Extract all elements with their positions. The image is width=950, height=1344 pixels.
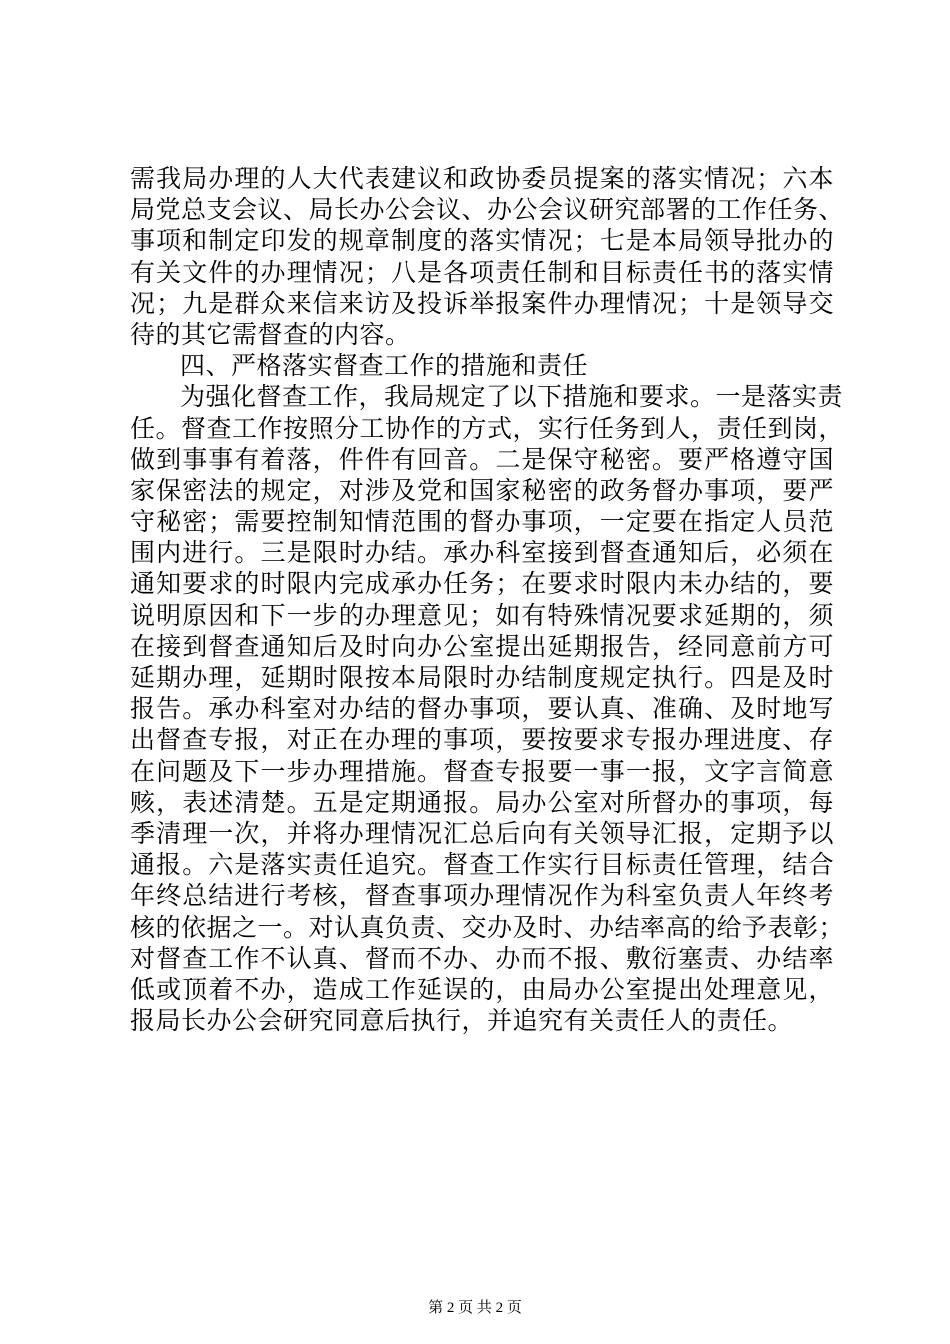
paragraph-line: 通知要求的时限内完成承办任务；在要求时限内未办结的，要 xyxy=(130,569,834,599)
paragraph-line: 低或顶着不办，造成工作延误的，由局办公室提出处理意见， xyxy=(130,974,834,1004)
paragraph-line: 延期办理，延期时限按本局限时办结制度规定执行。四是及时 xyxy=(130,663,834,692)
paragraph-line: 通报。六是落实责任追究。督查工作实行目标责任管理，结合 xyxy=(130,850,834,880)
paragraph-line: 局党总支会议、局长办公会议、办公会议研究部署的工作任务、 xyxy=(130,195,845,225)
paragraph-line: 年终总结进行考核，督查事项办理情况作为科室负责人年终考 xyxy=(130,881,834,911)
paragraph-line: 需我局办理的人大代表建议和政协委员提案的落实情况；六本 xyxy=(130,164,834,193)
section-heading: 四、严格落实督查工作的措施和责任 xyxy=(180,351,589,381)
paragraph-line: 做到事事有着落，件件有回音。二是保守秘密。要严格遵守国 xyxy=(130,444,834,474)
paragraph-line: 有关文件的办理情况；八是各项责任制和目标责任书的落实情 xyxy=(130,257,834,287)
paragraph-line: 守秘密；需要控制知情范围的督办事项，一定要在指定人员范 xyxy=(130,507,834,537)
paragraph-line: 任。督查工作按照分工协作的方式，实行任务到人，责任到岗， xyxy=(130,413,845,443)
paragraph-line: 家保密法的规定，对涉及党和国家秘密的政务督办事项，要严 xyxy=(130,475,834,505)
paragraph-line: 为强化督查工作，我局规定了以下措施和要求。一是落实责 xyxy=(180,382,844,412)
paragraph-line: 况；九是群众来信来访及投诉举报案件办理情况；十是领导交 xyxy=(130,288,834,318)
paragraph-line: 在问题及下一步办理措施。督查专报要一事一报，文字言简意 xyxy=(130,756,834,786)
paragraph-line: 围内进行。三是限时办结。承办科室接到督查通知后，必须在 xyxy=(130,538,834,568)
body-text xyxy=(130,163,845,1036)
paragraph-line: 说明原因和下一步的办理意见；如有特殊情况要求延期的，须 xyxy=(130,600,834,630)
paragraph-line: 报告。承办科室对办结的督办事项，要认真、准确、及时地写 xyxy=(130,694,834,724)
paragraph-line: 事项和制定印发的规章制度的落实情况；七是本局领导批办的 xyxy=(130,226,834,256)
paragraph-line: 待的其它需督查的内容。 xyxy=(130,319,411,349)
paragraph-line: 在接到督查通知后及时向办公室提出延期报告，经同意前方可 xyxy=(130,631,834,661)
page-footer: 第 2 页 共 2 页 xyxy=(428,1300,522,1316)
paragraph-line: 核的依据之一。对认真负责、交办及时、办结率高的给予表彰； xyxy=(130,912,845,942)
paragraph-line: 报局长办公会研究同意后执行，并追究有关责任人的责任。 xyxy=(130,1006,794,1036)
paragraph-line: 对督查工作不认真、督而不办、办而不报、敷衍塞责、办结率 xyxy=(130,943,834,973)
paragraph-line: 赅，表述清楚。五是定期通报。局办公室对所督办的事项，每 xyxy=(130,787,834,817)
paragraph-line: 出督查专报，对正在办理的事项，要按要求专报办理进度、存 xyxy=(130,725,834,755)
paragraph-line: 季清理一次，并将办理情况汇总后向有关领导汇报，定期予以 xyxy=(130,818,834,848)
